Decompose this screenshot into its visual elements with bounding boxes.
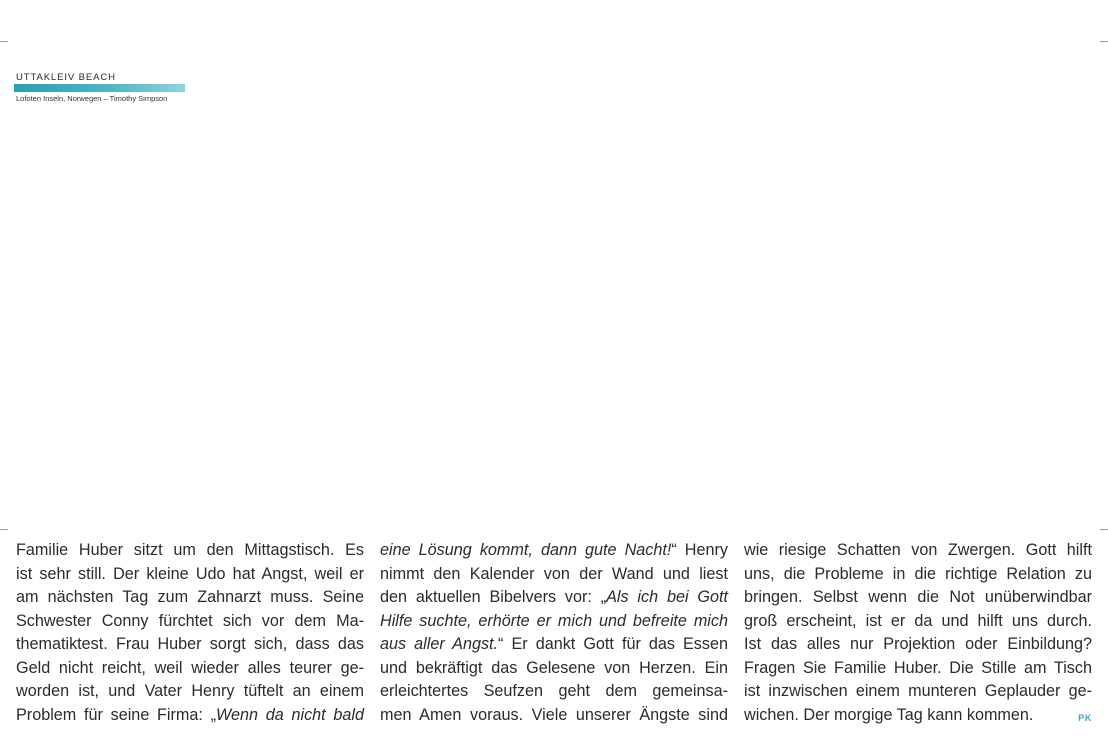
text-line <box>16 563 364 587</box>
crop-mark-mid-left <box>0 529 8 530</box>
text-line <box>16 539 364 563</box>
text-segment: Problem für seine Firma: „ <box>16 705 217 724</box>
text-segment: Fragen Sie Familie Huber. Die Stille am Tisch <box>744 658 1092 677</box>
text-line <box>380 657 728 681</box>
text-line <box>744 539 1092 563</box>
text-segment: am nächsten Tag zum Zahnarzt muss. Seine <box>16 588 364 606</box>
text-line <box>744 657 1092 681</box>
caption-title: UTTAKLEIV BEACH <box>16 72 116 83</box>
text-line <box>380 586 728 610</box>
text-segment: den aktuellen Bibelvers vor: „ <box>380 588 607 606</box>
text-segment: Schwester Conny fürchtet sich vor dem Ma- <box>16 611 364 630</box>
text-segment: uns, die Probleme in die richtige Relation zu <box>744 564 1092 583</box>
text-segment: worden ist, und Vater Henry tüftelt an einem <box>16 682 364 700</box>
text-segment: nimmt den Kalender von der Wand und liest <box>380 564 728 583</box>
caption-accent-bar <box>14 84 185 92</box>
text-line <box>380 610 728 634</box>
page-mark: PK <box>1078 713 1092 723</box>
text-line <box>380 539 728 563</box>
text-line <box>16 680 364 704</box>
caption-subtitle: Lofoten Inseln, Norwegen – Timothy Simpson <box>16 94 168 103</box>
italic-quote-segment: aus aller Angst. <box>380 635 499 653</box>
text-segment: “ Er dankt Gott für das Essen <box>498 635 728 653</box>
text-segment: “ Henry <box>671 541 728 559</box>
text-segment: Ist das alles nur Projektion oder Einbildung? <box>744 635 1092 653</box>
text-segment: Familie Huber sitzt um den Mittagstisch. Es <box>16 541 364 559</box>
text-line <box>744 563 1092 587</box>
text-segment: men Amen voraus. Viele unserer Ängste sind <box>380 705 728 724</box>
text-line <box>16 657 364 681</box>
italic-quote-segment: eine Lösung kommt, dann gute Nacht! <box>380 541 672 559</box>
text-column-2 <box>380 539 728 727</box>
text-line <box>744 610 1092 634</box>
text-line <box>380 704 728 728</box>
text-line <box>744 704 1092 728</box>
photo-caption <box>14 72 186 103</box>
text-segment: ist sehr still. Der kleine Udo hat Angst, weil er <box>16 564 364 583</box>
text-line <box>744 633 1092 657</box>
text-segment: thematiktest. Frau Huber sorgt sich, dass das <box>16 635 364 653</box>
article-body <box>16 539 1092 729</box>
text-segment: und bekräftigt das Gelesene von Herzen. Ein <box>380 658 728 677</box>
text-column-3 <box>744 539 1092 727</box>
text-line <box>16 704 364 728</box>
text-segment: erleichtertes Seufzen geht dem gemeinsa- <box>380 682 728 700</box>
text-segment: groß erscheint, ist er da und hilft uns durch. <box>744 611 1092 630</box>
crop-mark-top-left <box>0 41 8 42</box>
text-line <box>380 633 728 657</box>
crop-mark-mid-right <box>1100 529 1108 530</box>
text-line <box>16 633 364 657</box>
italic-quote-segment: Wenn da nicht bald <box>216 705 364 724</box>
crop-mark-top-right <box>1100 41 1108 42</box>
italic-quote-segment: Als ich bei Gott <box>606 588 728 606</box>
text-segment: Geld nicht reicht, weil wieder alles teurer ge- <box>16 658 364 677</box>
text-line <box>16 586 364 610</box>
text-line <box>744 680 1092 704</box>
text-line <box>744 586 1092 610</box>
text-segment: bringen. Selbst wenn die Not unüberwindbar <box>744 588 1092 606</box>
text-line <box>380 563 728 587</box>
text-segment: wichen. Der morgige Tag kann kommen. <box>744 705 1034 724</box>
text-line <box>16 610 364 634</box>
text-segment: ist inzwischen einem munteren Geplauder ge- <box>744 682 1092 700</box>
italic-quote-segment: Hilfe suchte, erhörte er mich und befreite mich <box>380 611 728 630</box>
text-line <box>380 680 728 704</box>
text-column-1 <box>16 539 364 727</box>
text-segment: wie riesige Schatten von Zwergen. Gott hilft <box>744 541 1092 559</box>
